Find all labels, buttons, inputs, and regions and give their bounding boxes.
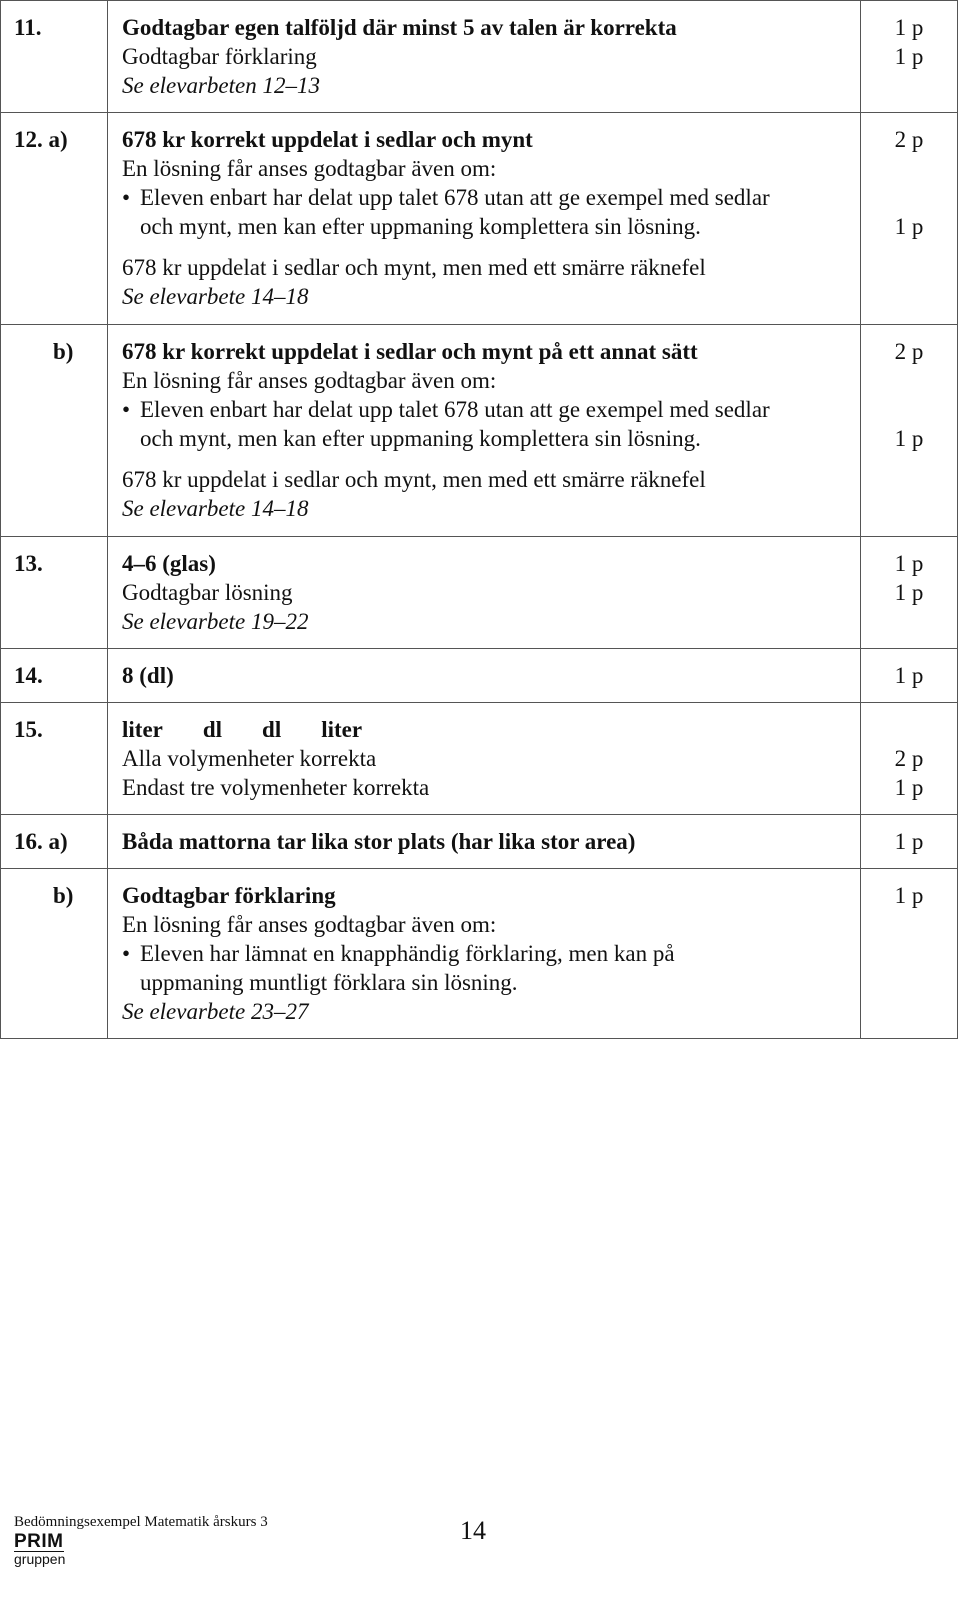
points: 1 p — [894, 580, 924, 605]
item-number: 15. — [14, 717, 43, 742]
item-number-cell — [1, 869, 108, 1039]
points: 1 p — [894, 44, 924, 69]
prim-gruppen-logo — [14, 1533, 65, 1566]
item-number-cell — [1, 325, 108, 537]
item-number: 16. a) — [14, 829, 68, 854]
points: 2 p — [894, 127, 924, 152]
table-row — [1, 815, 958, 869]
bullet-item: • Eleven har lämnat en knapphändig förklaring, men kan på — [122, 939, 860, 968]
page-footer — [14, 1513, 954, 1607]
item-number: 11. — [14, 15, 42, 40]
points-cell — [861, 113, 958, 325]
criterion-title: 4–6 (glas) — [122, 551, 216, 576]
points: 1 p — [894, 214, 924, 239]
criterion-text: En lösning får anses godtagbar även om: — [122, 912, 497, 937]
volume-unit: liter — [321, 717, 363, 742]
item-number: b) — [53, 339, 74, 364]
criterion-text: Endast tre volymenheter korrekta — [122, 775, 430, 800]
student-work-reference: Se elevarbete 14–18 — [122, 284, 309, 309]
bullet-continuation: och mynt, men kan efter uppmaning komplettera sin lösning. — [140, 426, 701, 451]
points: 1 p — [894, 15, 924, 40]
points-cell — [861, 1, 958, 113]
item-number-cell — [1, 815, 108, 869]
points-cell — [861, 649, 958, 703]
points-cell — [861, 325, 958, 537]
item-number: 13. — [14, 551, 43, 576]
logo-text-top: PRIM — [14, 1531, 64, 1552]
criteria-cell — [108, 113, 861, 325]
logo-text-bottom: gruppen — [14, 1551, 66, 1567]
points-cell — [861, 703, 958, 815]
item-number-cell — [1, 113, 108, 325]
points: 2 p — [894, 746, 924, 771]
points: 1 p — [894, 551, 924, 576]
criterion-text: Alla volymenheter korrekta — [122, 746, 377, 771]
table-row — [1, 113, 958, 325]
criterion-title: Godtagbar egen talföljd där minst 5 av talen är korrekta — [122, 15, 677, 40]
points-cell — [861, 815, 958, 869]
table-row — [1, 649, 958, 703]
item-number: 12. a) — [14, 127, 68, 152]
student-work-reference: Se elevarbete 19–22 — [122, 609, 309, 634]
points-cell — [861, 537, 958, 649]
criteria-cell — [108, 325, 861, 537]
volume-unit: dl — [202, 717, 223, 742]
item-number-cell — [1, 1, 108, 113]
criteria-cell — [108, 869, 861, 1039]
criterion-text: En lösning får anses godtagbar även om: — [122, 156, 497, 181]
criterion-title: 8 (dl) — [122, 663, 174, 688]
student-work-reference: Se elevarbete 14–18 — [122, 496, 309, 521]
item-number: 14. — [14, 663, 43, 688]
item-number-cell — [1, 537, 108, 649]
item-number-cell — [1, 649, 108, 703]
criterion-text: 678 kr uppdelat i sedlar och mynt, men med ett smärre räknefel — [122, 467, 706, 492]
criterion-text: Godtagbar lösning — [122, 580, 293, 605]
points: 1 p — [894, 829, 924, 854]
points: 1 p — [894, 426, 924, 451]
points: 2 p — [894, 339, 924, 364]
volume-units — [122, 715, 860, 744]
table-row — [1, 869, 958, 1039]
item-number-cell — [1, 703, 108, 815]
criteria-cell — [108, 1, 861, 113]
document-title: Bedömningsexempel Matematik årskurs 3 — [14, 1514, 268, 1530]
points: 1 p — [894, 883, 924, 908]
bullet-continuation: uppmaning muntligt förklara sin lösning. — [140, 970, 518, 995]
criteria-cell — [108, 537, 861, 649]
criterion-title: Båda mattorna tar lika stor plats (har lika stor area) — [122, 829, 636, 854]
points: 1 p — [894, 663, 924, 688]
volume-unit: dl — [262, 717, 282, 742]
page-number: 14 — [460, 1516, 486, 1545]
bullet-continuation: och mynt, men kan efter uppmaning komplettera sin lösning. — [140, 214, 701, 239]
points: 1 p — [894, 775, 924, 800]
criteria-cell — [108, 815, 861, 869]
item-number: b) — [53, 883, 74, 908]
table-row — [1, 1, 958, 113]
table-row — [1, 325, 958, 537]
criterion-title: 678 kr korrekt uppdelat i sedlar och mynt på ett annat sätt — [122, 339, 698, 364]
criteria-cell — [108, 649, 861, 703]
student-work-reference: Se elevarbeten 12–13 — [122, 73, 320, 98]
bullet-item: • Eleven enbart har delat upp talet 678 utan att ge exempel med sedlar — [122, 183, 860, 212]
criterion-title: Godtagbar förklaring — [122, 883, 336, 908]
points-cell — [861, 869, 958, 1039]
criterion-text: En lösning får anses godtagbar även om: — [122, 368, 497, 393]
student-work-reference: Se elevarbete 23–27 — [122, 999, 309, 1024]
criterion-text: 678 kr uppdelat i sedlar och mynt, men med ett smärre räknefel — [122, 255, 706, 280]
criterion-title: 678 kr korrekt uppdelat i sedlar och mynt — [122, 127, 533, 152]
table-row — [1, 537, 958, 649]
criteria-cell — [108, 703, 861, 815]
volume-unit: liter — [122, 717, 163, 742]
criterion-text: Godtagbar förklaring — [122, 44, 317, 69]
bullet-item: • Eleven enbart har delat upp talet 678 utan att ge exempel med sedlar — [122, 395, 860, 424]
table-row — [1, 703, 958, 815]
